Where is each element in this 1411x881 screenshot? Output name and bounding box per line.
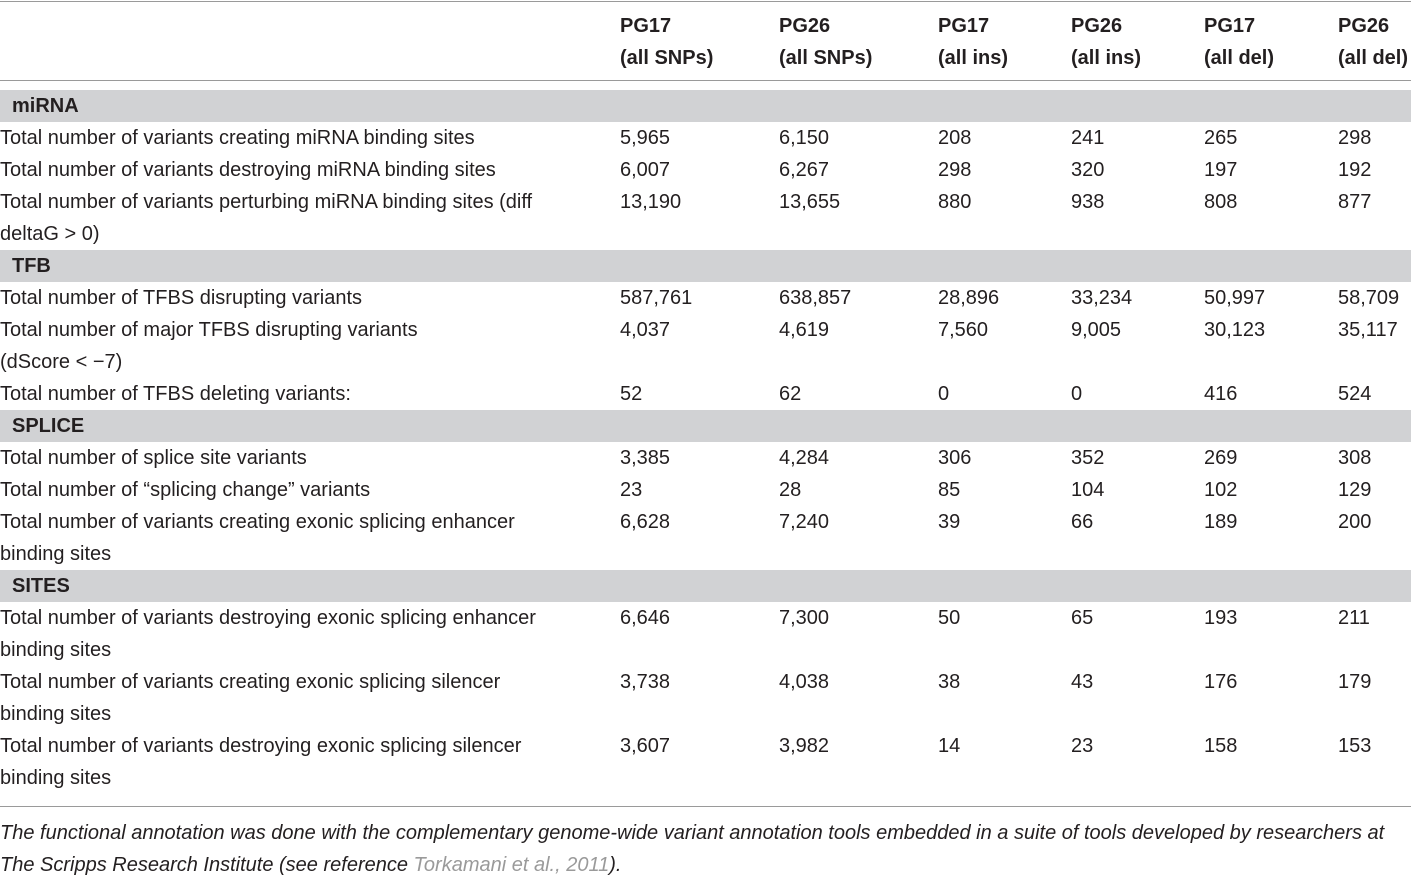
table-cell: 43 [1071, 671, 1094, 693]
row-label: Total number of TFBS disrupting variants [0, 287, 363, 309]
footnote-end: ). [609, 854, 622, 876]
table-cell: 38 [938, 671, 961, 693]
table-cell: 808 [1204, 191, 1238, 213]
table-cell: 6,150 [779, 127, 830, 149]
table-cell: 200 [1338, 511, 1372, 533]
footnote-reference-link[interactable]: Torkamani et al., 2011 [413, 854, 610, 876]
column-header-1-line1: PG17 [620, 15, 672, 37]
table-cell: 4,037 [620, 319, 671, 341]
table-footnote [0, 817, 1411, 881]
column-header-5-line2: (all del) [1204, 47, 1275, 69]
row-label: Total number of variants destroying exonic splicing silencer [0, 735, 522, 757]
column-header-4-line1: PG26 [1071, 15, 1123, 37]
column-header-4-line2: (all ins) [1071, 47, 1142, 69]
table-cell: 938 [1071, 191, 1105, 213]
table-cell: 102 [1204, 479, 1238, 501]
table-cell: 33,234 [1071, 287, 1133, 309]
table-cell: 197 [1204, 159, 1238, 181]
table-cell: 208 [938, 127, 972, 149]
table-cell: 23 [620, 479, 643, 501]
table-top-rule [0, 1, 1411, 2]
table-cell: 6,267 [779, 159, 830, 181]
table-cell: 0 [938, 383, 950, 405]
table-cell: 153 [1338, 735, 1372, 757]
table-cell: 587,761 [620, 287, 693, 309]
table-cell: 28 [779, 479, 802, 501]
table-cell: 23 [1071, 735, 1094, 757]
row-label: Total number of variants destroying exonic splicing enhancer [0, 607, 536, 629]
section-band-sites [0, 570, 1411, 602]
table-cell: 877 [1338, 191, 1372, 213]
table-bottom-rule [0, 806, 1411, 807]
table-cell: 880 [938, 191, 972, 213]
table-cell: 85 [938, 479, 961, 501]
section-title: SITES [12, 575, 70, 597]
table-cell: 7,240 [779, 511, 830, 533]
table-cell: 30,123 [1204, 319, 1266, 341]
row-label: Total number of variants creating miRNA binding sites [0, 127, 475, 149]
row-label-continued: binding sites [0, 703, 112, 725]
table-cell: 13,655 [779, 191, 841, 213]
row-label-continued: (dScore < −7) [0, 351, 123, 373]
table-cell: 7,300 [779, 607, 830, 629]
table-cell: 265 [1204, 127, 1238, 149]
table-cell: 352 [1071, 447, 1105, 469]
table-cell: 4,038 [779, 671, 830, 693]
column-header-2-line1: PG26 [779, 15, 831, 37]
row-label-continued: binding sites [0, 767, 112, 789]
table-cell: 6,646 [620, 607, 671, 629]
table-cell: 306 [938, 447, 972, 469]
table-cell: 13,190 [620, 191, 682, 213]
header-bottom-rule [0, 80, 1411, 81]
table-cell: 6,628 [620, 511, 671, 533]
table-cell: 5,965 [620, 127, 671, 149]
row-label: Total number of variants destroying miRNA binding sites [0, 159, 496, 181]
table-cell: 50 [938, 607, 961, 629]
table-cell: 58,709 [1338, 287, 1400, 309]
table-cell: 241 [1071, 127, 1105, 149]
table-cell: 193 [1204, 607, 1238, 629]
table-cell: 50,997 [1204, 287, 1266, 309]
table-cell: 158 [1204, 735, 1238, 757]
table-cell: 179 [1338, 671, 1372, 693]
table-cell: 211 [1338, 607, 1370, 629]
column-header-1-line2: (all SNPs) [620, 47, 714, 69]
section-band-mirna [0, 90, 1411, 122]
table-cell: 298 [1338, 127, 1372, 149]
table-cell: 298 [938, 159, 972, 181]
row-label-continued: deltaG > 0) [0, 223, 100, 245]
table-cell: 308 [1338, 447, 1372, 469]
column-header-2-line2: (all SNPs) [779, 47, 873, 69]
table-cell: 416 [1204, 383, 1238, 405]
table-cell: 3,607 [620, 735, 671, 757]
row-label-continued: binding sites [0, 639, 112, 661]
table-cell: 6,007 [620, 159, 671, 181]
table-cell: 62 [779, 383, 802, 405]
table-cell: 269 [1204, 447, 1238, 469]
table-cell: 4,284 [779, 447, 830, 469]
row-label: Total number of variants perturbing miRNA binding sites (diff [0, 191, 533, 213]
table-cell: 0 [1071, 383, 1083, 405]
table-cell: 192 [1338, 159, 1372, 181]
table-cell: 14 [938, 735, 961, 757]
table-cell: 52 [620, 383, 643, 405]
row-label: Total number of major TFBS disrupting variants [0, 319, 418, 341]
table-cell: 9,005 [1071, 319, 1122, 341]
section-band-splice [0, 410, 1411, 442]
table-cell: 7,560 [938, 319, 989, 341]
column-header-6-line1: PG26 [1338, 15, 1390, 37]
row-label: Total number of TFBS deleting variants: [0, 383, 351, 405]
row-label: Total number of splice site variants [0, 447, 307, 469]
table-cell: 66 [1071, 511, 1094, 533]
table-cell: 320 [1071, 159, 1105, 181]
column-header-3-line1: PG17 [938, 15, 990, 37]
row-label: Total number of “splicing change” variants [0, 479, 371, 501]
table-cell: 189 [1204, 511, 1238, 533]
table-cell: 3,982 [779, 735, 830, 757]
table-cell: 104 [1071, 479, 1105, 501]
table-cell: 35,117 [1338, 319, 1398, 341]
table-cell: 524 [1338, 383, 1372, 405]
footnote-text: The functional annotation was done with the complementary genome-wide variant annotation tools embedded in a suite of tools developed by researchers at The Scripps Research Institute (see reference [0, 822, 1385, 876]
table-cell: 3,738 [620, 671, 671, 693]
table-cell: 65 [1071, 607, 1094, 629]
column-header-3-line2: (all ins) [938, 47, 1009, 69]
section-band-tfb [0, 250, 1411, 282]
table-cell: 39 [938, 511, 961, 533]
row-label: Total number of variants creating exonic splicing silencer [0, 671, 501, 693]
table-cell: 638,857 [779, 287, 852, 309]
section-title: TFB [12, 255, 51, 277]
section-title: SPLICE [12, 415, 85, 437]
table-cell: 176 [1204, 671, 1238, 693]
section-title: miRNA [12, 95, 79, 117]
row-label-continued: binding sites [0, 543, 112, 565]
table-cell: 3,385 [620, 447, 671, 469]
column-header-6-line2: (all del) [1338, 47, 1409, 69]
row-label: Total number of variants creating exonic splicing enhancer [0, 511, 515, 533]
table-cell: 129 [1338, 479, 1372, 501]
table-cell: 28,896 [938, 287, 1000, 309]
column-header-5-line1: PG17 [1204, 15, 1256, 37]
table-cell: 4,619 [779, 319, 830, 341]
